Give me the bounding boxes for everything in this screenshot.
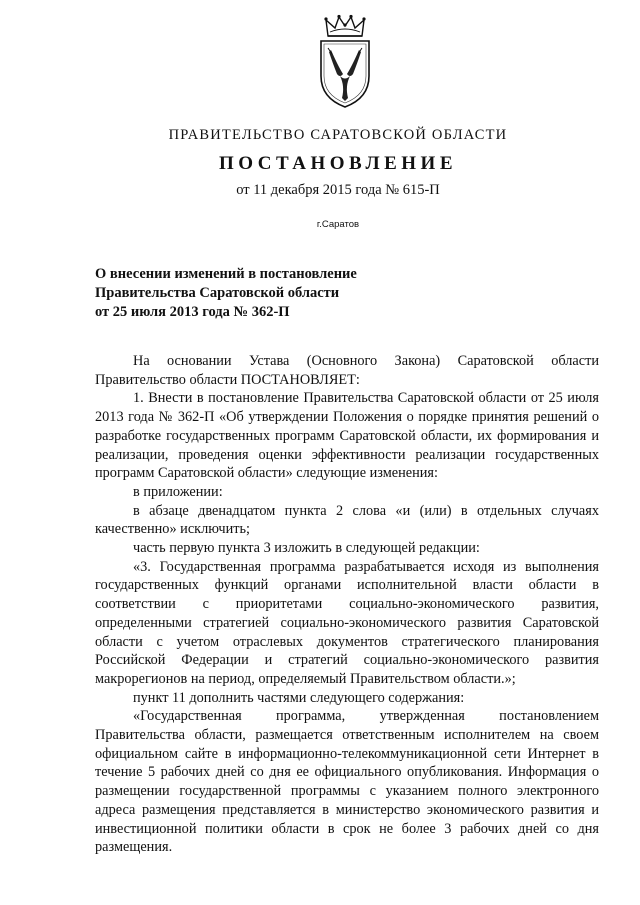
- body-paragraph: «Государственная программа, утвержденная постановлением Правительства области, размещается ответственным исполнителем на своем официальном сайте в информационно-телекоммуникационной сети Интернет в течение 5 рабочих дней со дня ее официального опубликования. Информация о размещении государственной программы с указанием полного электронного адреса размещения представляется в министерство экономического развития и инвестиционной политики области в срок не более 3 рабочих дней со дня размещения.: [95, 708, 599, 856]
- document-date-number: от 11 декабря 2015 года № 615-П: [236, 182, 440, 198]
- title-line: О внесении изменений в постановление: [95, 266, 357, 282]
- document-title: [95, 265, 475, 322]
- body-paragraph: часть первую пункта 3 изложить в следующей редакции:: [133, 540, 480, 557]
- body-paragraph: 1. Внести в постановление Правительства Саратовской области от 25 июля 2013 года № 362-П «Об утверждении Положения о порядке принятия решений о разработке государственных программ Саратовской области, их формирования и реализации, проведения оценки эффективности реализации государственных программ Саратовской области» следующие изменения:: [95, 390, 599, 482]
- document-type: ПОСТАНОВЛЕНИЕ: [218, 153, 458, 174]
- title-line: Правительства Саратовской области: [95, 285, 340, 301]
- body-paragraph: в абзаце двенадцатом пункта 2 слова «и (или) в отдельных случаях качественно» исключить;: [95, 502, 599, 538]
- body-paragraph: На основании Устава (Основного Закона) Саратовской области Правительство области ПОСТАНОВЛЯЕТ:: [95, 353, 599, 388]
- document-city: г.Саратов: [316, 219, 360, 230]
- organization-name: ПРАВИТЕЛЬСТВО САРАТОВСКОЙ ОБЛАСТИ: [168, 127, 508, 143]
- title-line: от 25 июля 2013 года № 362-П: [95, 304, 290, 320]
- saratov-coat-of-arms-icon: [316, 14, 374, 110]
- document-body: [95, 352, 599, 857]
- body-paragraph: в приложении:: [133, 483, 223, 500]
- body-paragraph: пункт 11 дополнить частями следующего содержания:: [133, 689, 465, 706]
- body-paragraph: «3. Государственная программа разрабатывается исходя из выполнения государственных функций органами исполнительной власти области в соответствии с приоритетами социально-экономического развития, определенными стратегией социально-экономического развития Саратовской области с учетом отраслевых документов стратегического планирования Российской Федерации и стратегий социально-экономического развития макрорегионов на период, определяемый Правительством области.»;: [95, 558, 599, 687]
